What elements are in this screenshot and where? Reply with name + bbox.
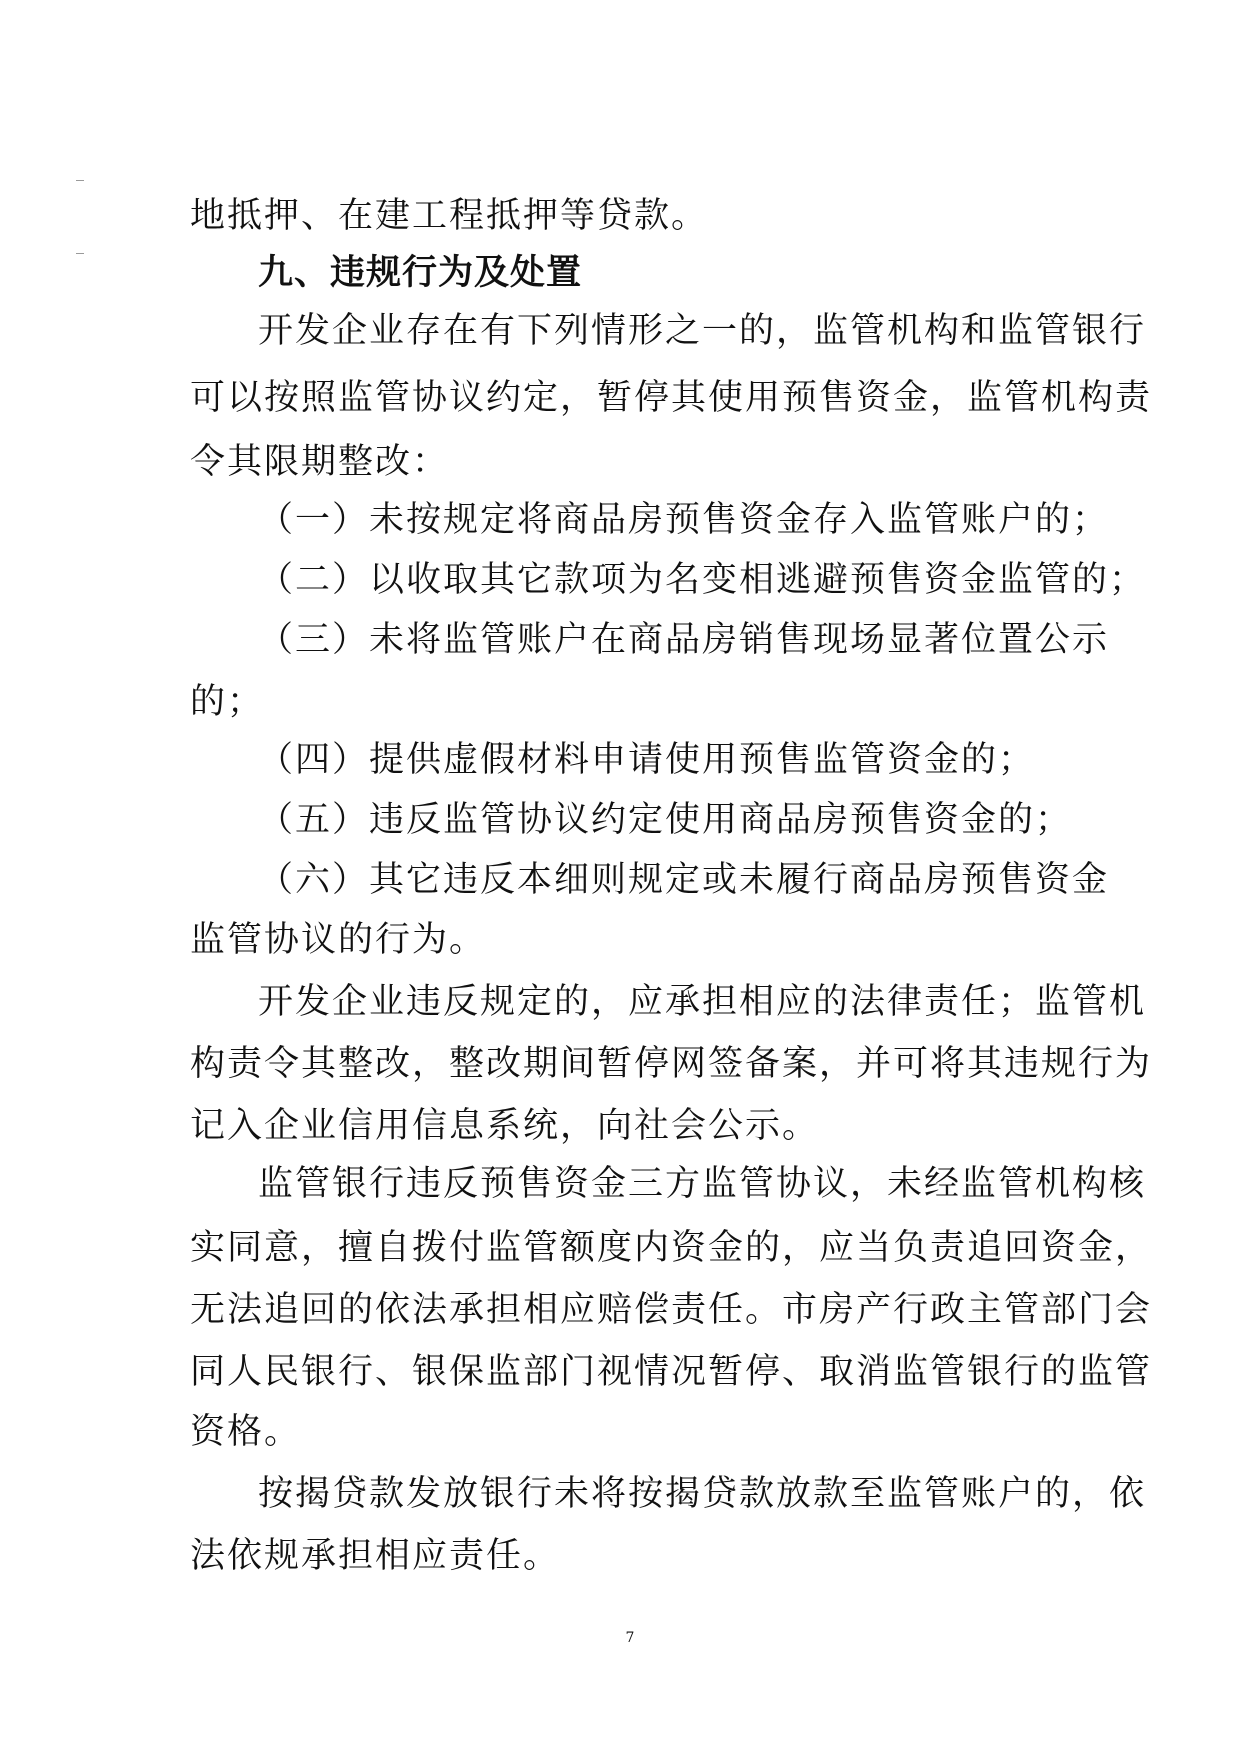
paragraph-line: 实同意，擅自拨付监管额度内资金的，应当负责追回资金， — [190, 1228, 1153, 1268]
margin-mark — [76, 180, 84, 181]
page-number: 7 — [625, 1630, 635, 1646]
paragraph-line: 同人民银行、银保监部门视情况暂停、取消监管银行的监管 — [190, 1352, 1153, 1392]
list-item: （六）其它违反本细则规定或未履行商品房预售资金 — [258, 860, 1110, 900]
list-item: 监管协议的行为。 — [190, 920, 487, 960]
paragraph-line: 监管银行违反预售资金三方监管协议，未经监管机构核 — [258, 1164, 1147, 1204]
paragraph-line: 可以按照监管协议约定，暂停其使用预售资金，监管机构责 — [190, 378, 1153, 418]
list-item: 的； — [190, 682, 265, 722]
paragraph-line: 开发企业违反规定的，应承担相应的法律责任；监管机 — [258, 982, 1147, 1022]
paragraph-line: 开发企业存在有下列情形之一的，监管机构和监管银行 — [258, 311, 1147, 351]
list-item: （三）未将监管账户在商品房销售现场显著位置公示 — [258, 620, 1110, 660]
list-item: （一）未按规定将商品房预售资金存入监管账户的； — [258, 500, 1110, 540]
paragraph-line: 无法追回的依法承担相应赔偿责任。市房产行政主管部门会 — [190, 1290, 1153, 1330]
paragraph-line: 资格。 — [190, 1412, 302, 1452]
paragraph-line: 构责令其整改，整改期间暂停网签备案，并可将其违规行为 — [190, 1044, 1153, 1084]
list-item: （二）以收取其它款项为名变相逃避预售资金监管的； — [258, 560, 1147, 600]
paragraph-line: 地抵押、在建工程抵押等贷款。 — [190, 196, 709, 236]
paragraph-line: 记入企业信用信息系统，向社会公示。 — [190, 1106, 820, 1146]
paragraph-line: 法依规承担相应责任。 — [190, 1536, 561, 1576]
paragraph-line: 令其限期整改： — [190, 442, 450, 482]
section-heading: 九、违规行为及处置 — [258, 253, 583, 293]
paragraph-line: 按揭贷款发放银行未将按揭贷款放款至监管账户的，依 — [258, 1474, 1147, 1514]
list-item: （五）违反监管协议约定使用商品房预售资金的； — [258, 800, 1073, 840]
list-item: （四）提供虚假材料申请使用预售监管资金的； — [258, 740, 1036, 780]
margin-mark — [76, 253, 84, 254]
